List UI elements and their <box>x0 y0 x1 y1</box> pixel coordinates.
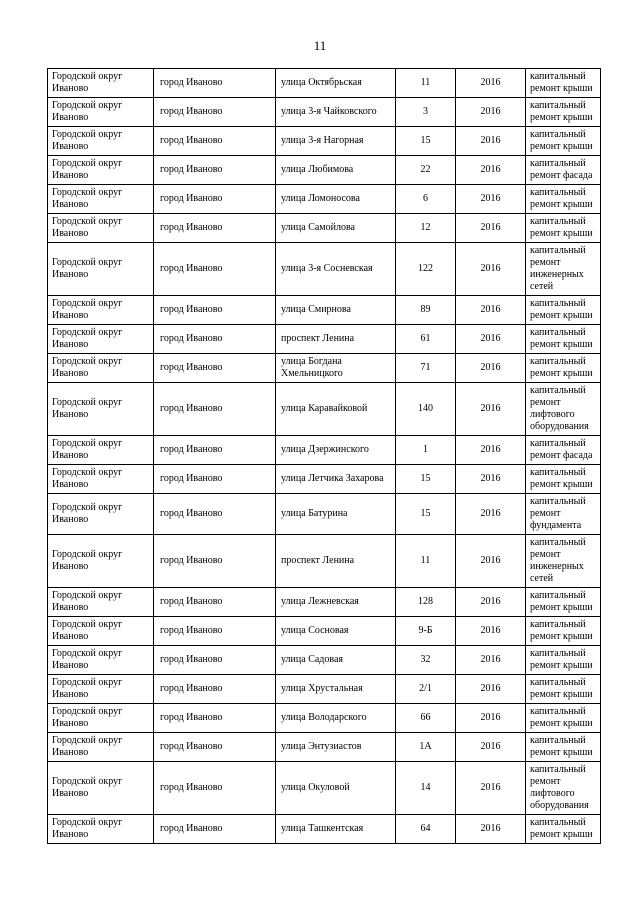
repair-year-cell: 2016 <box>456 646 526 675</box>
municipal-district-cell: Городской округ Иваново <box>48 733 154 762</box>
work-type-cell: капитальный ремонт крыши <box>526 617 601 646</box>
table-row <box>48 436 601 465</box>
house-number-cell: 6 <box>396 185 456 214</box>
repair-year-cell: 2016 <box>456 383 526 436</box>
house-number-cell: 12 <box>396 214 456 243</box>
street-cell: улица Октябрьская <box>276 69 396 98</box>
street-cell: улица Ломоносова <box>276 185 396 214</box>
municipal-district-cell: Городской округ Иваново <box>48 494 154 535</box>
house-number-cell: 61 <box>396 325 456 354</box>
house-number-cell: 64 <box>396 815 456 844</box>
work-type-cell: капитальный ремонт крыши <box>526 704 601 733</box>
settlement-cell: город Иваново <box>154 815 276 844</box>
municipal-district-cell: Городской округ Иваново <box>48 617 154 646</box>
municipal-district-cell: Городской округ Иваново <box>48 325 154 354</box>
settlement-cell: город Иваново <box>154 675 276 704</box>
house-number-cell: 15 <box>396 465 456 494</box>
table-row <box>48 675 601 704</box>
work-type-cell: капитальный ремонт лифтового оборудования <box>526 762 601 815</box>
house-number-cell: 71 <box>396 354 456 383</box>
table-row <box>48 69 601 98</box>
settlement-cell: город Иваново <box>154 127 276 156</box>
street-cell: улица 3-я Чайковского <box>276 98 396 127</box>
house-number-cell: 11 <box>396 535 456 588</box>
table-row <box>48 185 601 214</box>
settlement-cell: город Иваново <box>154 325 276 354</box>
settlement-cell: город Иваново <box>154 762 276 815</box>
street-cell: улица Любимова <box>276 156 396 185</box>
table-row <box>48 243 601 296</box>
table-row <box>48 815 601 844</box>
house-number-cell: 11 <box>396 69 456 98</box>
work-type-cell: капитальный ремонт фундамента <box>526 494 601 535</box>
street-cell: улица Хрустальная <box>276 675 396 704</box>
street-cell: улица Ташкентская <box>276 815 396 844</box>
municipal-district-cell: Городской округ Иваново <box>48 535 154 588</box>
settlement-cell: город Иваново <box>154 383 276 436</box>
table-row <box>48 465 601 494</box>
municipal-district-cell: Городской округ Иваново <box>48 815 154 844</box>
work-type-cell: капитальный ремонт инженерных сетей <box>526 535 601 588</box>
repair-year-cell: 2016 <box>456 214 526 243</box>
municipal-district-cell: Городской округ Иваново <box>48 69 154 98</box>
repair-schedule-table <box>47 68 601 844</box>
municipal-district-cell: Городской округ Иваново <box>48 296 154 325</box>
house-number-cell: 9-Б <box>396 617 456 646</box>
street-cell: улица Садовая <box>276 646 396 675</box>
settlement-cell: город Иваново <box>154 214 276 243</box>
municipal-district-cell: Городской округ Иваново <box>48 588 154 617</box>
work-type-cell: капитальный ремонт крыши <box>526 588 601 617</box>
municipal-district-cell: Городской округ Иваново <box>48 243 154 296</box>
work-type-cell: капитальный ремонт крыши <box>526 646 601 675</box>
work-type-cell: капитальный ремонт крыши <box>526 325 601 354</box>
settlement-cell: город Иваново <box>154 588 276 617</box>
settlement-cell: город Иваново <box>154 69 276 98</box>
work-type-cell: капитальный ремонт крыши <box>526 127 601 156</box>
repair-year-cell: 2016 <box>456 436 526 465</box>
house-number-cell: 3 <box>396 98 456 127</box>
settlement-cell: город Иваново <box>154 617 276 646</box>
repair-year-cell: 2016 <box>456 733 526 762</box>
work-type-cell: капитальный ремонт крыши <box>526 214 601 243</box>
repair-year-cell: 2016 <box>456 296 526 325</box>
page-number: 11 <box>313 38 327 53</box>
street-cell: улица Дзержинского <box>276 436 396 465</box>
table-row <box>48 733 601 762</box>
work-type-cell: капитальный ремонт инженерных сетей <box>526 243 601 296</box>
settlement-cell: город Иваново <box>154 243 276 296</box>
repair-year-cell: 2016 <box>456 815 526 844</box>
work-type-cell: капитальный ремонт крыши <box>526 296 601 325</box>
municipal-district-cell: Городской округ Иваново <box>48 675 154 704</box>
table-row <box>48 762 601 815</box>
table-row <box>48 354 601 383</box>
street-cell: улица Энтузиастов <box>276 733 396 762</box>
repair-year-cell: 2016 <box>456 704 526 733</box>
house-number-cell: 22 <box>396 156 456 185</box>
street-cell: улица Летчика Захарова <box>276 465 396 494</box>
repair-year-cell: 2016 <box>456 243 526 296</box>
street-cell: улица Лежневская <box>276 588 396 617</box>
house-number-cell: 2/1 <box>396 675 456 704</box>
municipal-district-cell: Городской округ Иваново <box>48 762 154 815</box>
table-row <box>48 127 601 156</box>
settlement-cell: город Иваново <box>154 465 276 494</box>
repair-year-cell: 2016 <box>456 494 526 535</box>
table-row <box>48 383 601 436</box>
settlement-cell: город Иваново <box>154 535 276 588</box>
repair-year-cell: 2016 <box>456 156 526 185</box>
house-number-cell: 89 <box>396 296 456 325</box>
repair-year-cell: 2016 <box>456 617 526 646</box>
settlement-cell: город Иваново <box>154 98 276 127</box>
table-row <box>48 617 601 646</box>
house-number-cell: 15 <box>396 127 456 156</box>
table-row <box>48 296 601 325</box>
municipal-district-cell: Городской округ Иваново <box>48 465 154 494</box>
municipal-district-cell: Городской округ Иваново <box>48 156 154 185</box>
table-row <box>48 98 601 127</box>
municipal-district-cell: Городской округ Иваново <box>48 646 154 675</box>
municipal-district-cell: Городской округ Иваново <box>48 354 154 383</box>
street-cell: проспект Ленина <box>276 535 396 588</box>
table-row <box>48 704 601 733</box>
table-row <box>48 325 601 354</box>
work-type-cell: капитальный ремонт крыши <box>526 675 601 704</box>
work-type-cell: капитальный ремонт крыши <box>526 185 601 214</box>
house-number-cell: 66 <box>396 704 456 733</box>
street-cell: улица Смирнова <box>276 296 396 325</box>
house-number-cell: 1 <box>396 436 456 465</box>
repair-year-cell: 2016 <box>456 127 526 156</box>
house-number-cell: 15 <box>396 494 456 535</box>
table-row <box>48 588 601 617</box>
work-type-cell: капитальный ремонт крыши <box>526 69 601 98</box>
municipal-district-cell: Городской округ Иваново <box>48 98 154 127</box>
table-row <box>48 494 601 535</box>
settlement-cell: город Иваново <box>154 436 276 465</box>
repair-year-cell: 2016 <box>456 69 526 98</box>
table-row <box>48 214 601 243</box>
settlement-cell: город Иваново <box>154 185 276 214</box>
settlement-cell: город Иваново <box>154 494 276 535</box>
settlement-cell: город Иваново <box>154 733 276 762</box>
municipal-district-cell: Городской округ Иваново <box>48 214 154 243</box>
street-cell: улица Богдана Хмельницкого <box>276 354 396 383</box>
work-type-cell: капитальный ремонт крыши <box>526 733 601 762</box>
street-cell: улица Батурина <box>276 494 396 535</box>
settlement-cell: город Иваново <box>154 296 276 325</box>
house-number-cell: 1А <box>396 733 456 762</box>
table-row <box>48 646 601 675</box>
street-cell: проспект Ленина <box>276 325 396 354</box>
house-number-cell: 14 <box>396 762 456 815</box>
repair-year-cell: 2016 <box>456 762 526 815</box>
house-number-cell: 140 <box>396 383 456 436</box>
street-cell: улица Каравайковой <box>276 383 396 436</box>
table-row <box>48 535 601 588</box>
work-type-cell: капитальный ремонт крыши <box>526 354 601 383</box>
work-type-cell: капитальный ремонт крыши <box>526 815 601 844</box>
work-type-cell: капитальный ремонт лифтового оборудования <box>526 383 601 436</box>
repair-year-cell: 2016 <box>456 588 526 617</box>
work-type-cell: капитальный ремонт фасада <box>526 436 601 465</box>
repair-year-cell: 2016 <box>456 465 526 494</box>
street-cell: улица 3-я Нагорная <box>276 127 396 156</box>
work-type-cell: капитальный ремонт крыши <box>526 465 601 494</box>
municipal-district-cell: Городской округ Иваново <box>48 704 154 733</box>
settlement-cell: город Иваново <box>154 156 276 185</box>
street-cell: улица Сосновая <box>276 617 396 646</box>
municipal-district-cell: Городской округ Иваново <box>48 436 154 465</box>
settlement-cell: город Иваново <box>154 646 276 675</box>
municipal-district-cell: Городской округ Иваново <box>48 383 154 436</box>
street-cell: улица 3-я Сосневская <box>276 243 396 296</box>
table-row <box>48 156 601 185</box>
settlement-cell: город Иваново <box>154 354 276 383</box>
work-type-cell: капитальный ремонт крыши <box>526 98 601 127</box>
work-type-cell: капитальный ремонт фасада <box>526 156 601 185</box>
street-cell: улица Володарского <box>276 704 396 733</box>
municipal-district-cell: Городской округ Иваново <box>48 185 154 214</box>
repair-year-cell: 2016 <box>456 354 526 383</box>
repair-year-cell: 2016 <box>456 98 526 127</box>
settlement-cell: город Иваново <box>154 704 276 733</box>
house-number-cell: 32 <box>396 646 456 675</box>
repair-year-cell: 2016 <box>456 535 526 588</box>
repair-year-cell: 2016 <box>456 325 526 354</box>
municipal-district-cell: Городской округ Иваново <box>48 127 154 156</box>
repair-year-cell: 2016 <box>456 675 526 704</box>
house-number-cell: 128 <box>396 588 456 617</box>
house-number-cell: 122 <box>396 243 456 296</box>
repair-year-cell: 2016 <box>456 185 526 214</box>
street-cell: улица Самойлова <box>276 214 396 243</box>
street-cell: улица Окуловой <box>276 762 396 815</box>
